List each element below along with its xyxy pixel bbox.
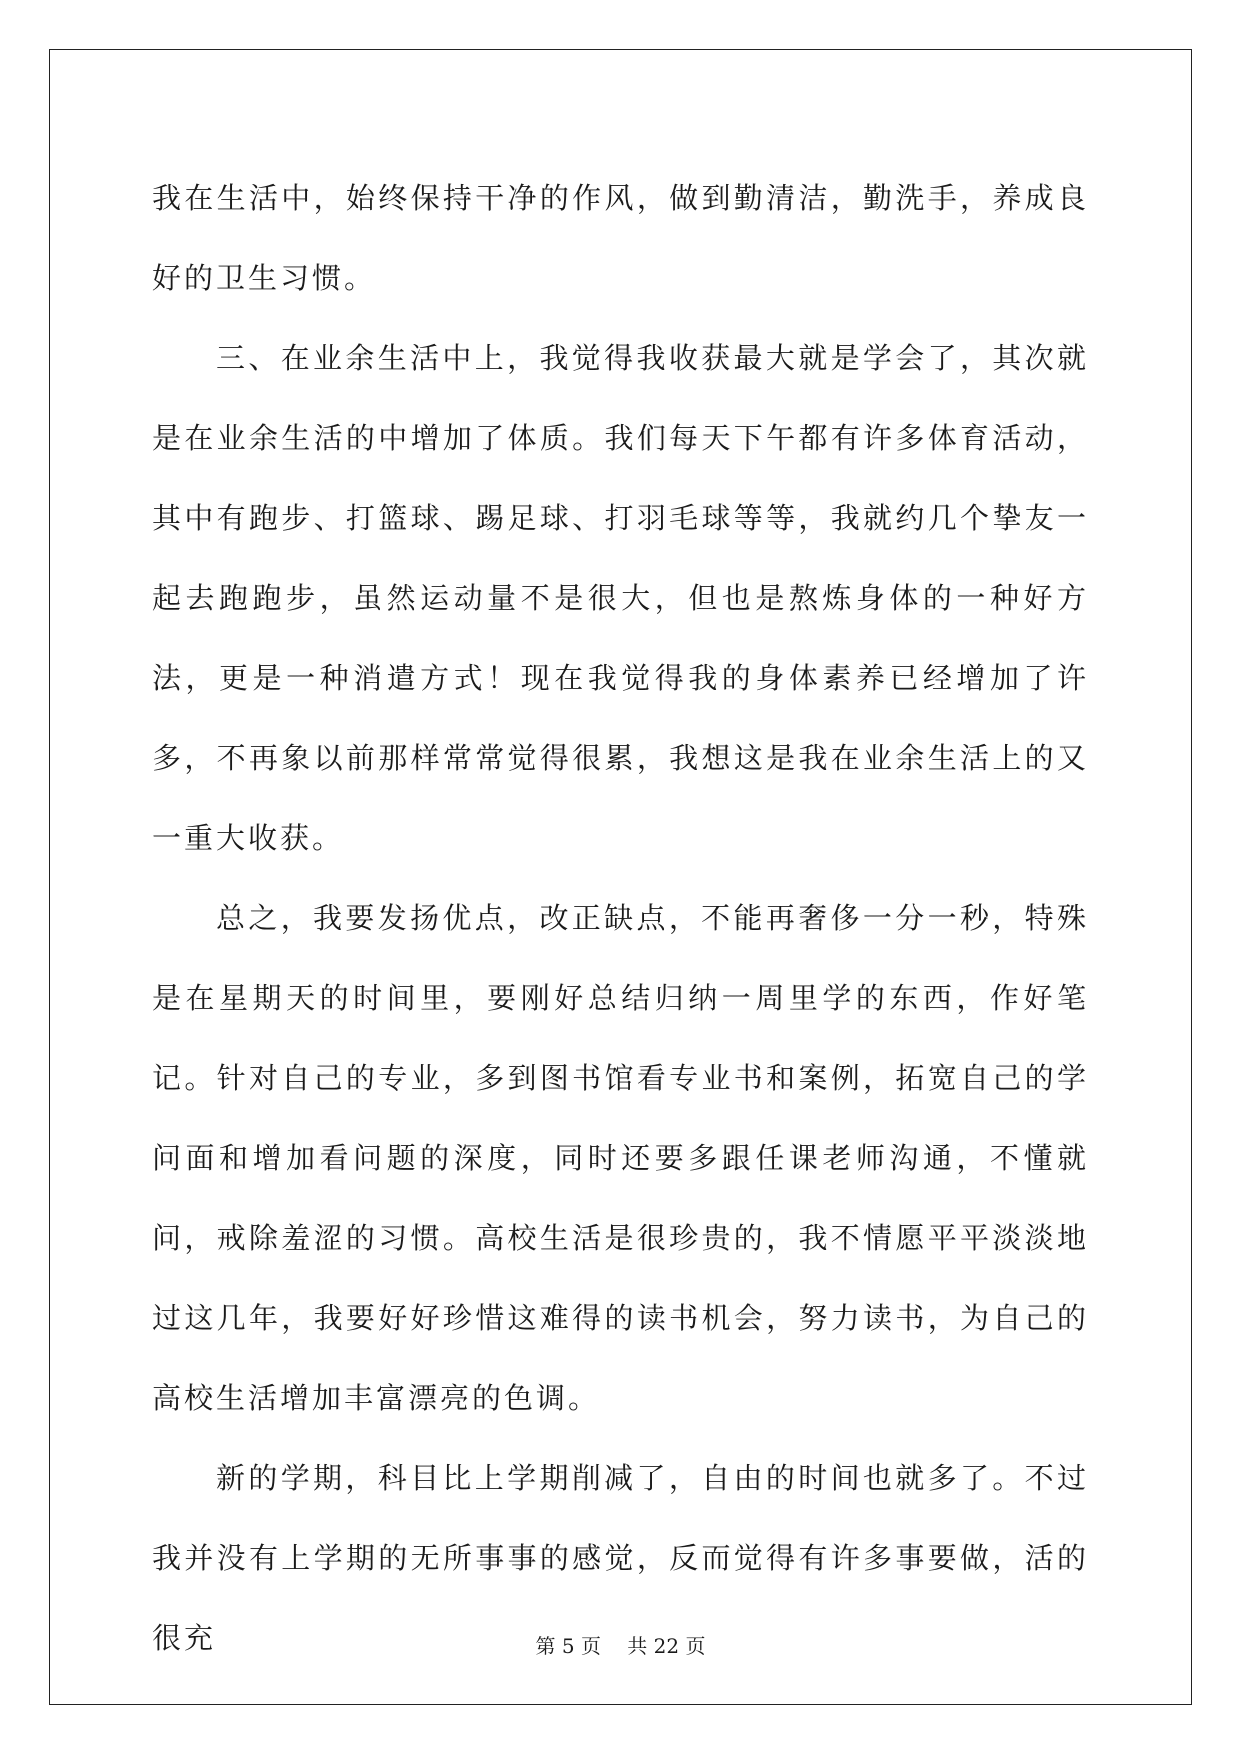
page-number-footer: 第 5 页 共 22 页 [535, 1634, 706, 1658]
paragraph-4: 新的学期，科目比上学期削减了，自由的时间也就多了。不过我并没有上学期的无所事事的感觉，反而觉得有许多事要做，活的很充 [152, 1461, 1089, 1655]
paragraph-3: 总之，我要发扬优点，改正缺点，不能再奢侈一分一秒，特殊是在星期天的时间里，要刚好总结归纳一周里学的东西，作好笔记。针对自己的专业，多到图书馆看专业书和案例，拓宽自己的学问面和增加看问题的深度，同时还要多跟任课老师沟通，不懂就问，戒除羞涩的习惯。高校生活是很珍贵的，我不情愿平平淡淡地过这几年，我要好好珍惜这难得的读书机会，努力读书，为自己的高校生活增加丰富漂亮的色调。 [152, 901, 1089, 1415]
paragraph-1: 我在生活中，始终保持干净的作风，做到勤清洁，勤洗手，养成良好的卫生习惯。 [152, 181, 1089, 295]
document-body [152, 158, 1089, 1678]
paragraph-2: 三、在业余生活中上，我觉得我收获最大就是学会了，其次就是在业余生活的中增加了体质。我们每天下午都有许多体育活动，其中有跑步、打篮球、踢足球、打羽毛球等等，我就约几个挚友一起去跑跑步，虽然运动量不是很大，但也是熬炼身体的一种好方法，更是一种消遣方式！现在我觉得我的身体素养已经增加了许多，不再象以前那样常常觉得很累，我想这是我在业余生活上的又一重大收获。 [152, 341, 1089, 855]
